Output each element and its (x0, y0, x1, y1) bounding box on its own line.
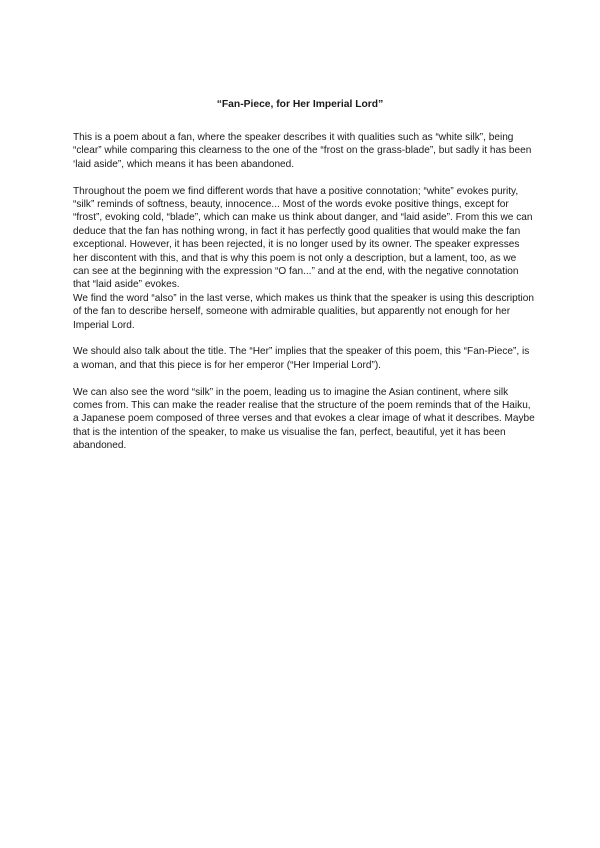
paragraph-title-analysis: We should also talk about the title. The “Her” implies that the speaker of this poem, this “Fan-Piece”, is a woman, and that this piece is for her emperor (“Her Imperial Lord”). (73, 346, 530, 371)
paragraph-also-verse: We find the word “also” in the last verse, which makes us think that the speaker is using this description of the fan to describe herself, someone with admirable qualities, but apparently not enough for her Imperial Lord. (73, 292, 534, 331)
paragraph-connotations: Throughout the poem we find different words that have a positive connotation; “white” evokes purity, “silk” reminds of softness, beauty, innocence... Most of the words evoke positive things, except for “frost”, evoking cold, “blade”, which can make us think about danger, and “laid aside”. From this we can deduce that the fan has nothing wrong, in fact it has perfectly good qualities that would make the fan exceptional. However, it has been rejected, it is no longer used by its owner. The speaker expresses her discontent with this, and that is why this poem is not only a description, but a lament, too, as we can see at the beginning with the expression “O fan...” and at the end, with the negative connotation that “laid aside” evokes. (73, 185, 533, 291)
document-body (73, 131, 535, 453)
document-title: “Fan-Piece, for Her Imperial Lord” (216, 99, 384, 110)
paragraph-introduction: This is a poem about a fan, where the speaker describes it with qualities such as “white silk”, being “clear” while comparing this clearness to the one of the “frost on the grass-blade”, but sadly it has been ‘laid aside”, which means it has been abandoned. (73, 132, 532, 170)
paragraph-haiku-structure: We can also see the word “silk” in the poem, leading us to imagine the Asian continent, where silk comes from. This can make the reader realise that the structure of the poem reminds that of the Haiku, a Japanese poem composed of three verses and that evokes a clear image of what it describes. Maybe that is the intention of the speaker, to make us visualise the fan, perfect, beautiful, yet it has been abandoned. (73, 386, 535, 452)
